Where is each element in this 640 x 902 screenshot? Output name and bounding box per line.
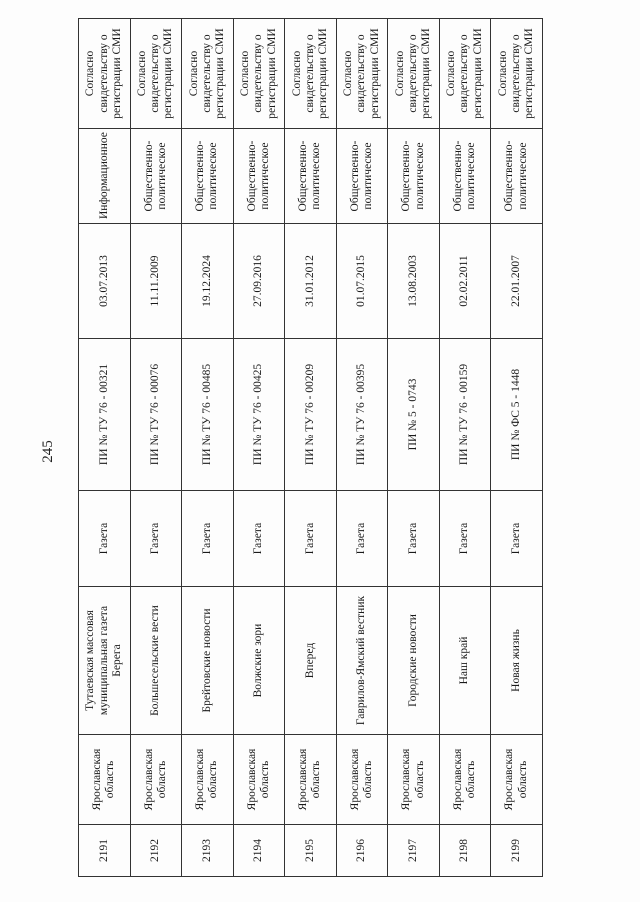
cell-registration-date: 27.09.2016 <box>233 224 285 339</box>
cell-registration-date: 02.02.2011 <box>439 224 491 339</box>
table-row <box>336 19 388 877</box>
cell-registration-number: ПИ № ТУ 76 - 00321 <box>79 339 131 491</box>
cell-number: 2192 <box>130 825 182 877</box>
cell-language: Согласно свидетельству о регистрации СМИ <box>336 19 388 129</box>
cell-media-name: Тутаевская массовая муниципальная газета Берега <box>79 587 131 735</box>
table-row <box>79 19 131 877</box>
cell-media-type: Газета <box>439 491 491 587</box>
cell-registration-number: ПИ № ТУ 76 - 00425 <box>233 339 285 491</box>
cell-language: Согласно свидетельству о регистрации СМИ <box>182 19 234 129</box>
cell-number: 2199 <box>491 825 543 877</box>
cell-media-name: Городские новости <box>388 587 440 735</box>
cell-media-type: Газета <box>336 491 388 587</box>
cell-media-type: Газета <box>388 491 440 587</box>
cell-region: Ярославская область <box>388 735 440 825</box>
table-row <box>491 19 543 877</box>
cell-registration-date: 31.01.2012 <box>285 224 337 339</box>
cell-number: 2196 <box>336 825 388 877</box>
cell-language: Согласно свидетельству о регистрации СМИ <box>130 19 182 129</box>
cell-registration-number: ПИ № 5 - 0743 <box>388 339 440 491</box>
cell-media-type: Газета <box>79 491 131 587</box>
cell-registration-date: 13.08.2003 <box>388 224 440 339</box>
cell-language: Согласно свидетельству о регистрации СМИ <box>439 19 491 129</box>
page-number-text: 245 <box>39 439 56 463</box>
cell-media-name: Волжские зори <box>233 587 285 735</box>
cell-region: Ярославская область <box>182 735 234 825</box>
cell-media-name: Гаврилов-Ямский вестник <box>336 587 388 735</box>
cell-language: Согласно свидетельству о регистрации СМИ <box>491 19 543 129</box>
cell-registration-date: 03.07.2013 <box>79 224 131 339</box>
cell-specialization: Общественно-политическое <box>491 129 543 224</box>
cell-specialization: Общественно-политическое <box>336 129 388 224</box>
cell-specialization: Общественно-политическое <box>439 129 491 224</box>
cell-media-name: Вперед <box>285 587 337 735</box>
cell-region: Ярославская область <box>233 735 285 825</box>
table-row <box>388 19 440 877</box>
table-row <box>182 19 234 877</box>
cell-region: Ярославская область <box>285 735 337 825</box>
cell-registration-date: 22.01.2007 <box>491 224 543 339</box>
cell-media-name: Наш край <box>439 587 491 735</box>
cell-registration-number: ПИ № ФС 5 - 1448 <box>491 339 543 491</box>
cell-registration-number: ПИ № ТУ 76 - 00395 <box>336 339 388 491</box>
cell-registration-number: ПИ № ТУ 76 - 00159 <box>439 339 491 491</box>
cell-region: Ярославская область <box>336 735 388 825</box>
table-row <box>285 19 337 877</box>
cell-registration-date: 11.11.2009 <box>130 224 182 339</box>
cell-specialization: Общественно-политическое <box>233 129 285 224</box>
cell-registration-number: ПИ № ТУ 76 - 00209 <box>285 339 337 491</box>
cell-media-type: Газета <box>182 491 234 587</box>
cell-specialization: Общественно-политическое <box>130 129 182 224</box>
cell-region: Ярославская область <box>439 735 491 825</box>
cell-media-name: Новая жизнь <box>491 587 543 735</box>
cell-registration-date: 19.12.2024 <box>182 224 234 339</box>
cell-number: 2197 <box>388 825 440 877</box>
cell-specialization: Общественно-политическое <box>182 129 234 224</box>
cell-media-type: Газета <box>130 491 182 587</box>
cell-specialization: Общественно-политическое <box>285 129 337 224</box>
cell-language: Согласно свидетельству о регистрации СМИ <box>233 19 285 129</box>
cell-specialization: Информационное <box>79 129 131 224</box>
cell-number: 2193 <box>182 825 234 877</box>
table-row <box>439 19 491 877</box>
cell-language: Согласно свидетельству о регистрации СМИ <box>285 19 337 129</box>
cell-number: 2194 <box>233 825 285 877</box>
cell-region: Ярославская область <box>79 735 131 825</box>
cell-language: Согласно свидетельству о регистрации СМИ <box>79 19 131 129</box>
cell-number: 2198 <box>439 825 491 877</box>
cell-media-name: Брейтовские новости <box>182 587 234 735</box>
registry-table <box>78 18 543 877</box>
page-number <box>34 423 62 479</box>
cell-media-type: Газета <box>233 491 285 587</box>
table-row <box>233 19 285 877</box>
cell-number: 2195 <box>285 825 337 877</box>
cell-region: Ярославская область <box>130 735 182 825</box>
cell-media-name: Большесельские вести <box>130 587 182 735</box>
cell-number: 2191 <box>79 825 131 877</box>
cell-region: Ярославская область <box>491 735 543 825</box>
cell-registration-date: 01.07.2015 <box>336 224 388 339</box>
registry-table-container <box>78 19 543 877</box>
cell-media-type: Газета <box>491 491 543 587</box>
cell-specialization: Общественно-политическое <box>388 129 440 224</box>
cell-registration-number: ПИ № ТУ 76 - 00485 <box>182 339 234 491</box>
cell-media-type: Газета <box>285 491 337 587</box>
table-row <box>130 19 182 877</box>
cell-language: Согласно свидетельству о регистрации СМИ <box>388 19 440 129</box>
cell-registration-number: ПИ № ТУ 76 - 00076 <box>130 339 182 491</box>
